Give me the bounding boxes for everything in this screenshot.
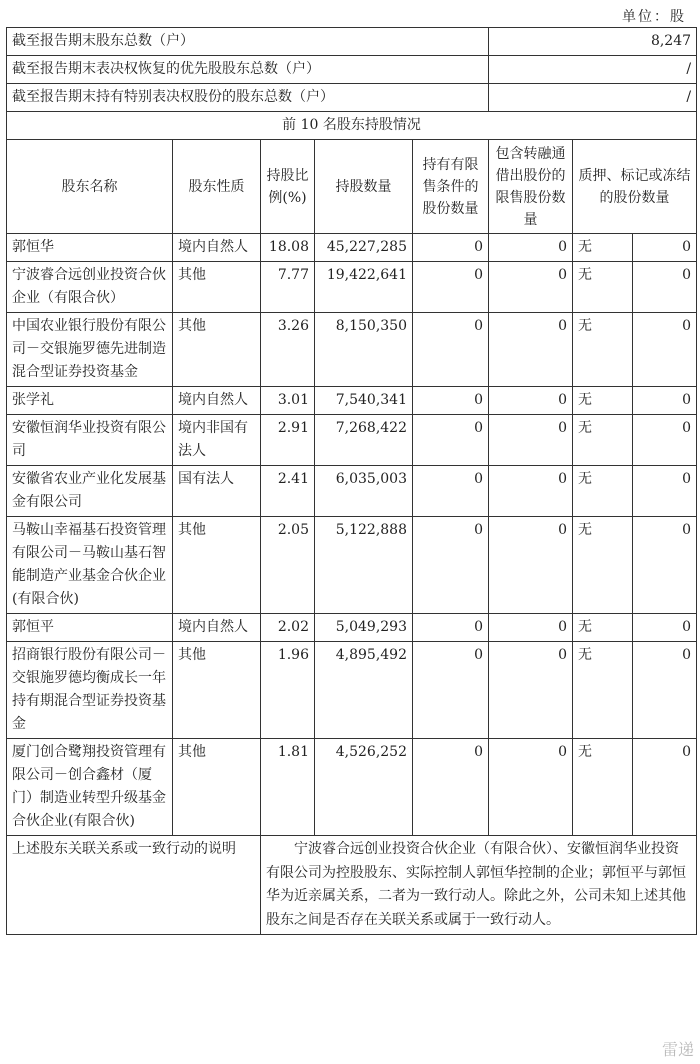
shareholder-nature: 境内自然人 <box>173 387 261 415</box>
pledge-status: 无 <box>573 466 633 517</box>
holding-ratio: 7.77 <box>261 262 315 313</box>
share-count: 19,422,641 <box>315 262 413 313</box>
share-count: 8,150,350 <box>315 313 413 387</box>
summary-row <box>7 84 697 112</box>
share-count: 45,227,285 <box>315 234 413 262</box>
shareholder-name: 安徽省农业产业化发展基金有限公司 <box>7 466 173 517</box>
restricted-shares: 0 <box>413 614 489 642</box>
holding-ratio: 2.41 <box>261 466 315 517</box>
table-row <box>7 415 697 466</box>
shareholder-nature: 其他 <box>173 517 261 614</box>
shareholder-nature: 境内自然人 <box>173 614 261 642</box>
holding-ratio: 3.26 <box>261 313 315 387</box>
note-row <box>7 836 697 935</box>
pledge-quantity: 0 <box>633 739 697 836</box>
watermark: 雷递 <box>661 1040 694 1059</box>
shareholder-nature: 境内非国有法人 <box>173 415 261 466</box>
header-restricted: 持有有限售条件的股份数量 <box>413 140 489 234</box>
summary-value: / <box>489 56 697 84</box>
pledge-status: 无 <box>573 415 633 466</box>
restricted-shares: 0 <box>413 262 489 313</box>
pledge-status: 无 <box>573 234 633 262</box>
summary-label: 截至报告期末表决权恢复的优先股股东总数（户） <box>7 56 489 84</box>
section-title-row <box>7 112 697 140</box>
summary-value: 8,247 <box>489 28 697 56</box>
lent-restricted-shares: 0 <box>489 614 573 642</box>
summary-row <box>7 28 697 56</box>
holding-ratio: 2.05 <box>261 517 315 614</box>
lent-restricted-shares: 0 <box>489 517 573 614</box>
lent-restricted-shares: 0 <box>489 739 573 836</box>
pledge-quantity: 0 <box>633 642 697 739</box>
table-row <box>7 517 697 614</box>
holding-ratio: 18.08 <box>261 234 315 262</box>
pledge-quantity: 0 <box>633 262 697 313</box>
table-row <box>7 614 697 642</box>
shareholder-nature: 其他 <box>173 739 261 836</box>
summary-row <box>7 56 697 84</box>
table-body <box>7 234 697 836</box>
table-row <box>7 466 697 517</box>
table-row <box>7 387 697 415</box>
lent-restricted-shares: 0 <box>489 262 573 313</box>
lent-restricted-shares: 0 <box>489 415 573 466</box>
shareholder-name: 郭恒平 <box>7 614 173 642</box>
shareholder-name: 张学礼 <box>7 387 173 415</box>
unit-label: 单位：股 <box>622 9 686 25</box>
restricted-shares: 0 <box>413 415 489 466</box>
shareholder-nature: 其他 <box>173 313 261 387</box>
pledge-status: 无 <box>573 387 633 415</box>
lent-restricted-shares: 0 <box>489 466 573 517</box>
pledge-quantity: 0 <box>633 313 697 387</box>
share-count: 5,122,888 <box>315 517 413 614</box>
shareholder-name: 安徽恒润华业投资有限公司 <box>7 415 173 466</box>
share-count: 4,895,492 <box>315 642 413 739</box>
restricted-shares: 0 <box>413 517 489 614</box>
pledge-status: 无 <box>573 642 633 739</box>
pledge-status: 无 <box>573 262 633 313</box>
lent-restricted-shares: 0 <box>489 642 573 739</box>
share-count: 6,035,003 <box>315 466 413 517</box>
holding-ratio: 1.81 <box>261 739 315 836</box>
shareholder-nature: 国有法人 <box>173 466 261 517</box>
header-nature: 股东性质 <box>173 140 261 234</box>
shareholder-nature: 其他 <box>173 262 261 313</box>
pledge-quantity: 0 <box>633 466 697 517</box>
shareholder-table <box>6 27 697 935</box>
summary-value: / <box>489 84 697 112</box>
header-shares: 持股数量 <box>315 140 413 234</box>
share-count: 7,268,422 <box>315 415 413 466</box>
shareholder-nature: 境内自然人 <box>173 234 261 262</box>
pledge-status: 无 <box>573 614 633 642</box>
table-row <box>7 262 697 313</box>
summary-label: 截至报告期末股东总数（户） <box>7 28 489 56</box>
share-count: 4,526,252 <box>315 739 413 836</box>
note-text: 宁波睿合远创业投资合伙企业（有限合伙）、安徽恒润华业投资有限公司为控股股东、实际控制人郭恒华控制的企业；郭恒平与郭恒华为近亲属关系，二者为一致行动人。除此之外，公司未知上述其他股东之间是否存在关联关系或属于一致行动人。 <box>261 836 697 935</box>
pledge-status: 无 <box>573 517 633 614</box>
lent-restricted-shares: 0 <box>489 387 573 415</box>
table-row <box>7 739 697 836</box>
table-row <box>7 642 697 739</box>
header-lent: 包含转融通借出股份的限售股份数量 <box>489 140 573 234</box>
restricted-shares: 0 <box>413 313 489 387</box>
share-count: 5,049,293 <box>315 614 413 642</box>
shareholder-name: 厦门创合鹭翔投资管理有限公司－创合鑫材（厦门）制造业转型升级基金合伙企业(有限合伙) <box>7 739 173 836</box>
holding-ratio: 1.96 <box>261 642 315 739</box>
header-ratio: 持股比例(%) <box>261 140 315 234</box>
restricted-shares: 0 <box>413 387 489 415</box>
table-row <box>7 234 697 262</box>
pledge-status: 无 <box>573 313 633 387</box>
holding-ratio: 3.01 <box>261 387 315 415</box>
restricted-shares: 0 <box>413 642 489 739</box>
pledge-quantity: 0 <box>633 415 697 466</box>
shareholder-name: 郭恒华 <box>7 234 173 262</box>
pledge-quantity: 0 <box>633 614 697 642</box>
lent-restricted-shares: 0 <box>489 313 573 387</box>
header-name: 股东名称 <box>7 140 173 234</box>
note-label: 上述股东关联关系或一致行动的说明 <box>7 836 261 935</box>
table-row <box>7 313 697 387</box>
restricted-shares: 0 <box>413 234 489 262</box>
pledge-quantity: 0 <box>633 234 697 262</box>
shareholder-name: 中国农业银行股份有限公司－交银施罗德先进制造混合型证券投资基金 <box>7 313 173 387</box>
shareholder-nature: 其他 <box>173 642 261 739</box>
header-pledge: 质押、标记或冻结的股份数量 <box>573 140 697 234</box>
header-row <box>7 140 697 234</box>
pledge-quantity: 0 <box>633 517 697 614</box>
pledge-quantity: 0 <box>633 387 697 415</box>
share-count: 7,540,341 <box>315 387 413 415</box>
restricted-shares: 0 <box>413 466 489 517</box>
restricted-shares: 0 <box>413 739 489 836</box>
lent-restricted-shares: 0 <box>489 234 573 262</box>
holding-ratio: 2.02 <box>261 614 315 642</box>
summary-label: 截至报告期末持有特别表决权股份的股东总数（户） <box>7 84 489 112</box>
shareholder-name: 招商银行股份有限公司－交银施罗德均衡成长一年持有期混合型证券投资基金 <box>7 642 173 739</box>
section-title: 前 10 名股东持股情况 <box>7 112 697 140</box>
holding-ratio: 2.91 <box>261 415 315 466</box>
pledge-status: 无 <box>573 739 633 836</box>
shareholder-name: 宁波睿合远创业投资合伙企业（有限合伙） <box>7 262 173 313</box>
shareholder-name: 马鞍山幸福基石投资管理有限公司－马鞍山基石智能制造产业基金合伙企业(有限合伙) <box>7 517 173 614</box>
